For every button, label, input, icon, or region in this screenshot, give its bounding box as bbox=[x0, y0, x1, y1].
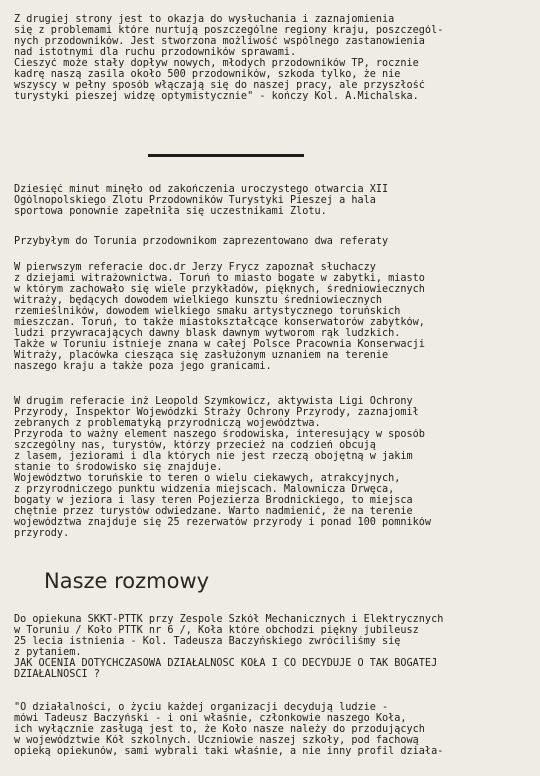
text-line: mówi Tadeusz Baczyński - i oni właśnie, członkowie naszego Koła, bbox=[14, 713, 407, 724]
text-line: z przyrodniczego punktu widzenia miejscach. Malownicza Drwęca, bbox=[14, 484, 395, 495]
text-line: zebranych z problematyką przyrodniczą województwa. bbox=[14, 418, 321, 429]
text-line: w województwie Kół szkolnych. Uczniowie naszej szkoły, pod fachową bbox=[14, 735, 419, 746]
text-line: się z problemami które nurtują poszczególne regiony kraju, poszczegól- bbox=[14, 25, 444, 36]
text-line: Województwo toruńskie to teren o wielu ciekawych, atrakcyjnych, bbox=[14, 473, 401, 484]
text-line: Przyroda to ważny element naszego środowiska, interesujący w sposób bbox=[14, 429, 425, 440]
section-divider bbox=[148, 154, 304, 157]
text-line: sportowa ponownie zapełniła się uczestnikami Zlotu. bbox=[14, 206, 327, 217]
text-line: z dziejami witrażownictwa. Toruń to miasto bogate w zabytki, miasto bbox=[14, 273, 425, 284]
text-line: Przybyłym do Torunia przodownikom zaprezentowano dwa referaty bbox=[14, 236, 389, 247]
text-line: województwa znajduje się 25 rezerwatów przyrody i ponad 100 pomników bbox=[14, 517, 432, 528]
zlot-paragraph bbox=[14, 184, 530, 217]
first-referat-paragraph bbox=[14, 262, 530, 372]
text-line: w Toruniu / Koło PTTK nr 6 /, Koła które obchodzi piękny jubileusz bbox=[14, 625, 419, 636]
interview-answer-paragraph bbox=[14, 702, 530, 757]
text-line: Ogólnopolskiego Zlotu Przodowników Turystyki Pieszej a hala bbox=[14, 195, 376, 206]
text-line: naszego kraju a także poza jego granicami. bbox=[14, 361, 272, 372]
text-line: Przyrody, Inspektor Wojewódzki Straży Ochrony Przyrody, zaznajomił bbox=[14, 407, 419, 418]
text-line: Także w Toruniu istnieje znana w całej Polsce Pracownia Konserwacji bbox=[14, 339, 425, 350]
text-line: Z drugiej strony jest to okazja do wysłuchania i zaznajomienia bbox=[14, 14, 395, 25]
interview-intro-paragraph bbox=[14, 614, 530, 680]
text-line: 25 lecia istnienia - Kol. Tadeusza Baczyńskiego zwróciliśmy się bbox=[14, 636, 401, 647]
text-line: chętnie przez turystów odwiedzane. Warto nadmienić, że na terenie bbox=[14, 506, 413, 517]
text-line: Do opiekuna SKKT-PTTK przy Zespole Szkół Mechanicznych i Elektrycznych bbox=[14, 614, 444, 625]
text-line: nych przodowników. Jest stworzona możliwość wspólnego zastanowienia bbox=[14, 36, 425, 47]
text-line: mieszczan. Toruń, to także miastokształcące konserwatorów zabytków, bbox=[14, 317, 425, 328]
text-line: w którym zachowało się wiele przykładów, pięknych, średniowiecznych bbox=[14, 284, 425, 295]
text-line: ich wyłącznie zasługą jest to, że Koło nasze należy do przodujących bbox=[14, 724, 425, 735]
text-line: rzemieślników, dowodem wielkiego smaku artystycznego toruńskich bbox=[14, 306, 401, 317]
text-line: DZIAŁALNOŚCI ? bbox=[14, 669, 100, 680]
text-line: bogaty w jeziora i lasy teren Pojezierza Brodnickiego, to miejsca bbox=[14, 495, 413, 506]
text-line: kadrę naszą zasila około 500 przodowników, szkoda tylko, że nie bbox=[14, 69, 401, 80]
text-line: Cieszyć może stały dopływ nowych, młodych przodowników TP, rocznie bbox=[14, 58, 419, 69]
intro-paragraph bbox=[14, 14, 530, 102]
text-line: W drugim referacie inż Leopold Szymkowicz, aktywista Ligi Ochrony bbox=[14, 396, 413, 407]
text-line: W pierwszym referacie doc.dr Jerzy Frycz zapoznał słuchaczy bbox=[14, 262, 376, 273]
text-line: turystyki pieszej widzę optymistycznie" - kończy Kol. A.Michalska. bbox=[14, 91, 419, 102]
text-line: z lasem, jeziorami i dla których nie jest rzeczą obojętną w jakim bbox=[14, 451, 413, 462]
text-line: przyrody. bbox=[14, 528, 70, 539]
text-line: ludzi przywracających dawny blask dawnym wytworom rąk ludzkich. bbox=[14, 328, 401, 339]
text-line: opieką opiekunów, sami wybrali taki właśnie, a nie inny profil działa- bbox=[14, 746, 444, 757]
text-line: nad istotnymi dla ruchu przodowników sprawami. bbox=[14, 47, 297, 58]
second-referat-paragraph bbox=[14, 396, 530, 539]
text-line: z pytaniem. bbox=[14, 647, 82, 658]
text-line: witraży, będących dowodem wielkiego kunsztu średniowiecznych bbox=[14, 295, 383, 306]
referaty-intro bbox=[14, 236, 530, 247]
text-line: szczególny nas, turystów, którzy przecież na codzień obcują bbox=[14, 440, 376, 451]
section-heading: Nasze rozmowy bbox=[44, 569, 210, 593]
text-line: "O działalności, o życiu każdej organizacji decydują ludzie - bbox=[14, 702, 389, 713]
text-line: stanie to środowisko się znajduje. bbox=[14, 462, 223, 473]
text-line: wszyscy w pełny sposób włączają się do naszej pracy, ale przyszłość bbox=[14, 80, 425, 91]
text-line: Dziesięć minut minęło od zakończenia uroczystego otwarcia XII bbox=[14, 184, 389, 195]
text-line: JAK OCENIA DOTYCHCZASOWA DZIAŁALNOŚĆ KOŁA I CO DECYDUJE O TAK BOGATEJ bbox=[14, 658, 438, 669]
text-line: Witraży, placówka ciesząca się zasłużonym uznaniem na terenie bbox=[14, 350, 389, 361]
